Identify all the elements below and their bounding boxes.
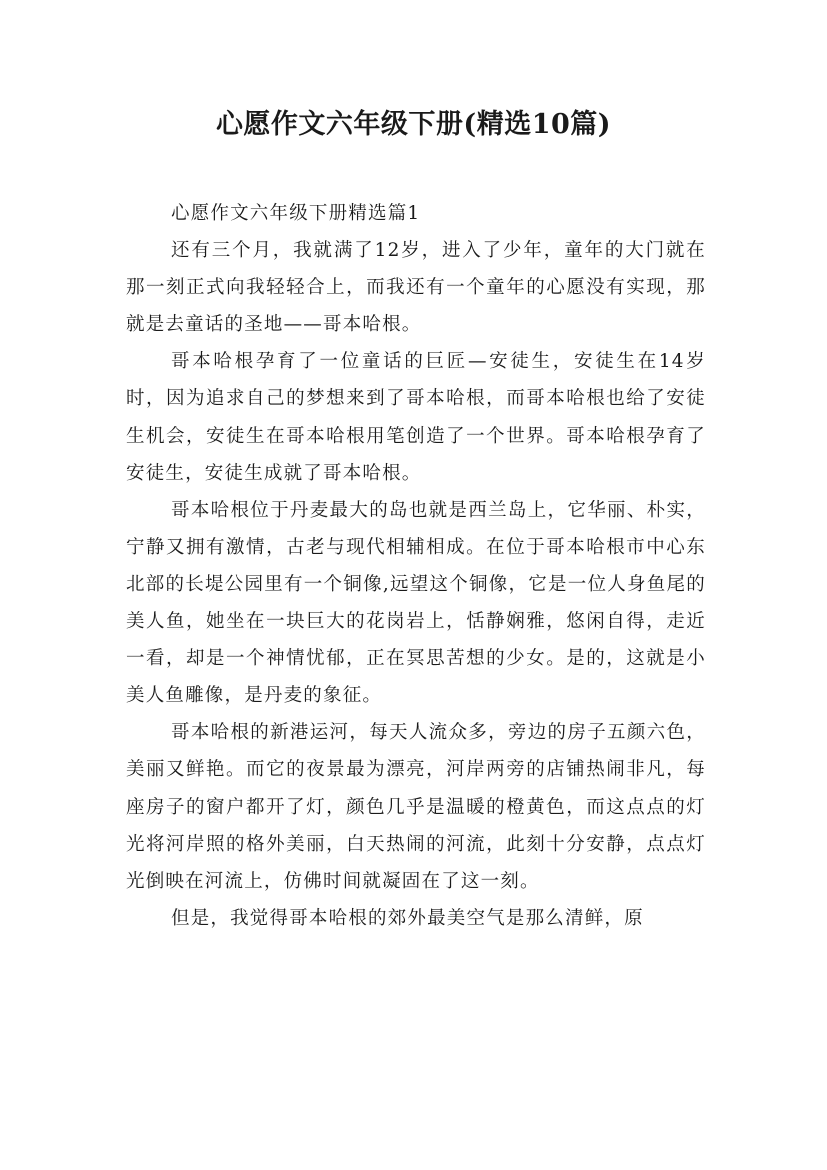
document-title: 心愿作文六年级下册(精选10篇) — [215, 109, 612, 140]
paragraph-3: 哥本哈根位于丹麦最大的岛也就是西兰岛上，它华丽、朴实，宁静又拥有激情，古老与现代相辅相成。在位于哥本哈根市中心东北部的长堤公园里有一个铜像,远望这个铜像，它是一位人身鱼尾的美人鱼，她坐在一块巨大的花岗岩上，恬静娴雅，悠闲自得，走近一看，却是一个神情忧郁，正在冥思苦想的少女。是的，这就是小美人鱼雕像，是丹麦的象征。 — [126, 499, 706, 707]
paragraph-5: 但是，我觉得哥本哈根的郊外最美空气是那么清鲜，原 — [171, 907, 644, 929]
section-heading: 心愿作文六年级下册精选篇1 — [171, 203, 421, 224]
paragraph-2: 哥本哈根孕育了一位童话的巨匠—安徒生，安徒生在14岁时，因为追求自己的梦想来到了哥本哈根，而哥本哈根也给了安徒生机会，安徒生在哥本哈根用笔创造了一个世界。哥本哈根孕育了安徒生，安徒生成就了哥本哈根。 — [126, 351, 706, 484]
paragraph-1: 还有三个月，我就满了12岁，进入了少年，童年的大门就在那一刻正式向我轻轻合上，而我还有一个童年的心愿没有实现，那就是去童话的圣地——哥本哈根。 — [126, 240, 706, 336]
paragraph-4: 哥本哈根的新港运河，每天人流众多，旁边的房子五颜六色，美丽又鲜艳。而它的夜景最为漂亮，河岸两旁的店铺热闹非凡，每座房子的窗户都开了灯，颜色几乎是温暖的橙黄色，而这点点的灯光将河岸照的格外美丽，白天热闹的河流，此刻十分安静，点点灯光倒映在河流上，仿佛时间就凝固在了这一刻。 — [126, 722, 706, 892]
document-body — [126, 195, 706, 937]
